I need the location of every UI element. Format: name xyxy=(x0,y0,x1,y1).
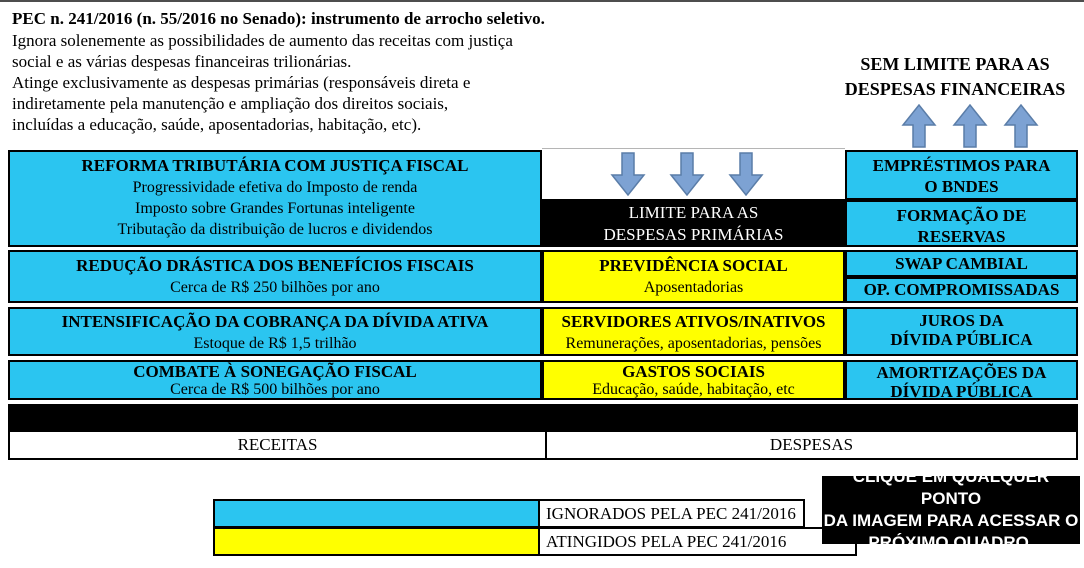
box-line: JUROS DA xyxy=(919,311,1004,330)
sem-limite-heading xyxy=(828,52,1082,102)
intro-line: social e as várias despesas financeiras trilionárias. xyxy=(12,52,352,71)
page-title: PEC n. 241/2016 (n. 55/2016 no Senado): instrumento de arrocho seletivo. xyxy=(12,9,545,28)
legend-swatch-atingidos xyxy=(213,527,540,556)
box-sub: Educação, saúde, habitação, etc xyxy=(592,381,795,398)
box-line: DÍVIDA PÚBLICA xyxy=(890,330,1033,349)
box-title: COMBATE À SONEGAÇÃO FISCAL xyxy=(133,362,417,381)
limit-despesas-primarias-box xyxy=(542,199,845,247)
intro-text-block xyxy=(12,8,578,135)
box-title: GASTOS SOCIAIS xyxy=(622,362,765,381)
legend-label-atingidos: ATINGIDOS PELA PEC 241/2016 xyxy=(538,527,857,556)
box-previdencia-social xyxy=(542,250,845,303)
box-reforma-tributaria xyxy=(8,150,542,247)
legend-label-ignorados: IGNORADOS PELA PEC 241/2016 xyxy=(538,499,805,528)
up-arrow-icon xyxy=(952,104,988,148)
top-border-line xyxy=(0,0,1084,2)
box-line: EMPRÉSTIMOS PARA xyxy=(872,156,1051,175)
box-sub: Progressividade efetiva do Imposto de renda xyxy=(132,179,418,196)
box-amortizacoes-divida-publica xyxy=(845,360,1078,400)
box-gastos-sociais xyxy=(542,360,845,400)
down-arrow-icon xyxy=(610,152,646,196)
box-juros-divida-publica xyxy=(845,307,1078,356)
box-line: AMORTIZAÇÕES DA xyxy=(876,363,1047,382)
legend-swatch-ignorados xyxy=(213,499,540,528)
box-op-compromissadas xyxy=(845,277,1078,303)
box-cobranca-divida-ativa xyxy=(8,307,542,356)
box-title: PREVIDÊNCIA SOCIAL xyxy=(599,256,788,275)
middle-column-top-line xyxy=(542,148,845,149)
box-sub: Aposentadorias xyxy=(643,279,744,296)
box-sub: Tributação da distribuição de lucros e dividendos xyxy=(117,221,433,238)
box-emprestimos-bndes xyxy=(845,150,1078,200)
box-line: FORMAÇÃO DE xyxy=(896,206,1027,225)
box-line: DÍVIDA PÚBLICA xyxy=(890,382,1033,400)
intro-line: Ignora solenemente as possibilidades de aumento das receitas com justiça xyxy=(12,31,513,50)
box-sub: Estoque de R$ 1,5 trilhão xyxy=(193,335,357,352)
box-title: REFORMA TRIBUTÁRIA COM JUSTIÇA FISCAL xyxy=(81,156,469,175)
footer-row xyxy=(8,430,1078,460)
intro-line: indiretamente pela manutenção e ampliação dos direitos sociais, xyxy=(12,94,449,113)
box-line: OP. COMPROMISSADAS xyxy=(863,280,1060,299)
box-title: INTENSIFICAÇÃO DA COBRANÇA DA DÍVIDA ATIVA xyxy=(61,312,489,331)
limit-box-line1: LIMITE PARA AS xyxy=(628,203,759,222)
down-arrow-icon xyxy=(669,152,705,196)
box-combate-sonegacao xyxy=(8,360,542,400)
receitas-label: RECEITAS xyxy=(237,435,318,454)
cta-line: CLIQUE EM QUALQUER PONTO xyxy=(852,467,1050,508)
up-arrow-icon xyxy=(1003,104,1039,148)
box-title: SERVIDORES ATIVOS/INATIVOS xyxy=(561,312,826,331)
box-reducao-beneficios-fiscais xyxy=(8,250,542,303)
box-line: SWAP CAMBIAL xyxy=(895,254,1028,273)
cta-next-frame-box[interactable] xyxy=(822,467,1080,552)
box-servidores-ativos-inativos xyxy=(542,307,845,356)
box-title: REDUÇÃO DRÁSTICA DOS BENEFÍCIOS FISCAIS xyxy=(76,256,474,275)
box-line: O BNDES xyxy=(924,177,999,196)
intro-line: Atinge exclusivamente as despesas primárias (responsáveis direta e xyxy=(12,73,471,92)
box-line: RESERVAS xyxy=(917,227,1006,246)
cta-line: DA IMAGEM PARA ACESSAR O xyxy=(823,511,1079,530)
intro-line: incluídas a educação, saúde, aposentadorias, habitação, etc). xyxy=(12,115,422,134)
box-sub: Cerca de R$ 250 bilhões por ano xyxy=(170,279,380,296)
despesas-label: DESPESAS xyxy=(545,432,1076,458)
down-arrow-icon xyxy=(728,152,764,196)
box-sub: Imposto sobre Grandes Fortunas inteligente xyxy=(135,200,415,217)
cta-line: PRÓXIMO QUADRO. xyxy=(868,533,1034,552)
up-arrow-icon xyxy=(901,104,937,148)
box-swap-cambial xyxy=(845,250,1078,277)
sem-limite-line2: DESPESAS FINANCEIRAS xyxy=(844,79,1066,99)
sem-limite-line1: SEM LIMITE PARA AS xyxy=(860,54,1050,74)
limit-box-line2: DESPESAS PRIMÁRIAS xyxy=(603,225,784,244)
box-sub: Cerca de R$ 500 bilhões por ano xyxy=(170,381,380,398)
box-sub: Remunerações, aposentadorias, pensões xyxy=(565,335,822,352)
box-formacao-reservas xyxy=(845,200,1078,247)
separator-bar xyxy=(8,404,1078,430)
